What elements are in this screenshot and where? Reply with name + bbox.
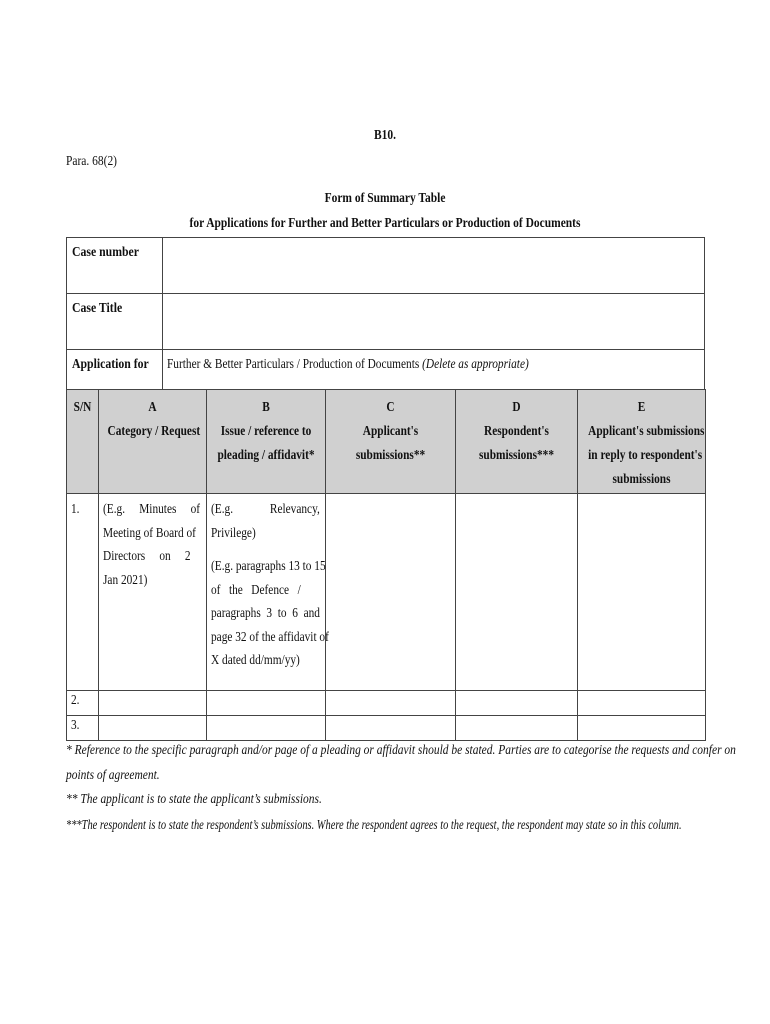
case-number-field[interactable] xyxy=(163,238,705,294)
col-header-e: E Applicant's submissions in reply to respondent's submissions xyxy=(578,390,706,494)
footnote-respondent: ***The respondent is to state the respondent’s submissions. Where the respondent agrees to the request, the respondent may state so in this column. xyxy=(66,818,682,833)
case-number-label: Case number xyxy=(67,238,163,294)
col-header-sn: S/N xyxy=(67,390,99,494)
row-respondent-cell[interactable] xyxy=(456,494,578,691)
row-reply-cell[interactable] xyxy=(578,494,706,691)
application-for-label: Application for xyxy=(67,350,163,406)
table-row xyxy=(67,691,706,716)
row-applicant-cell[interactable] xyxy=(326,494,456,691)
summary-table xyxy=(66,389,706,741)
col-header-b: B Issue / reference to pleading / affidavit* xyxy=(207,390,326,494)
footnote-applicant: ** The applicant is to state the applicant’s submissions. xyxy=(66,792,322,807)
row-reply-cell[interactable] xyxy=(578,691,706,716)
col-header-d: D Respondent's submissions*** xyxy=(456,390,578,494)
row-category-cell[interactable] xyxy=(99,716,207,741)
row-reply-cell[interactable] xyxy=(578,716,706,741)
case-title-field[interactable] xyxy=(163,294,705,350)
row-sn: 3. xyxy=(67,716,99,741)
form-title: Form of Summary Table xyxy=(324,191,446,206)
row-respondent-cell[interactable] xyxy=(456,691,578,716)
row-issue-cell[interactable] xyxy=(207,691,326,716)
row-respondent-cell[interactable] xyxy=(456,716,578,741)
paragraph-reference: Para. 68(2) xyxy=(66,154,118,169)
row-sn: 1. xyxy=(67,494,99,691)
col-header-c: C Applicant's submissions** xyxy=(326,390,456,494)
row-issue-cell[interactable]: (E.g. Relevancy, Privilege) (E.g. paragraphs 13 to 15 of the Defence / paragraphs 3 to 6 and page 32 of the affidavit of X dated dd/mm/yy) xyxy=(207,494,326,691)
row-category-cell[interactable]: (E.g. Minutes of Meeting of Board of Directors on 2 Jan 2021) xyxy=(99,494,207,691)
footnote-reference: * Reference to the specific paragraph and/or page of a pleading or affidavit should be stated. Parties are to categorise the requests and confer on points of agreement. xyxy=(66,743,736,783)
table-row xyxy=(67,494,706,691)
row-applicant-cell[interactable] xyxy=(326,716,456,741)
row-issue-cell[interactable] xyxy=(207,716,326,741)
row-applicant-cell[interactable] xyxy=(326,691,456,716)
form-subtitle: for Applications for Further and Better Particulars or Production of Documents xyxy=(189,216,581,231)
table-header-row xyxy=(67,390,706,494)
application-for-value: Further & Better Particulars / Production of Documents xyxy=(167,356,420,371)
row-sn: 2. xyxy=(67,691,99,716)
case-title-label: Case Title xyxy=(67,294,163,350)
case-details-table xyxy=(66,237,705,406)
col-header-a: A Category / Request xyxy=(99,390,207,494)
application-for-note: (Delete as appropriate) xyxy=(422,356,529,371)
table-row xyxy=(67,716,706,741)
form-code: B10. xyxy=(373,128,397,143)
row-category-cell[interactable] xyxy=(99,691,207,716)
